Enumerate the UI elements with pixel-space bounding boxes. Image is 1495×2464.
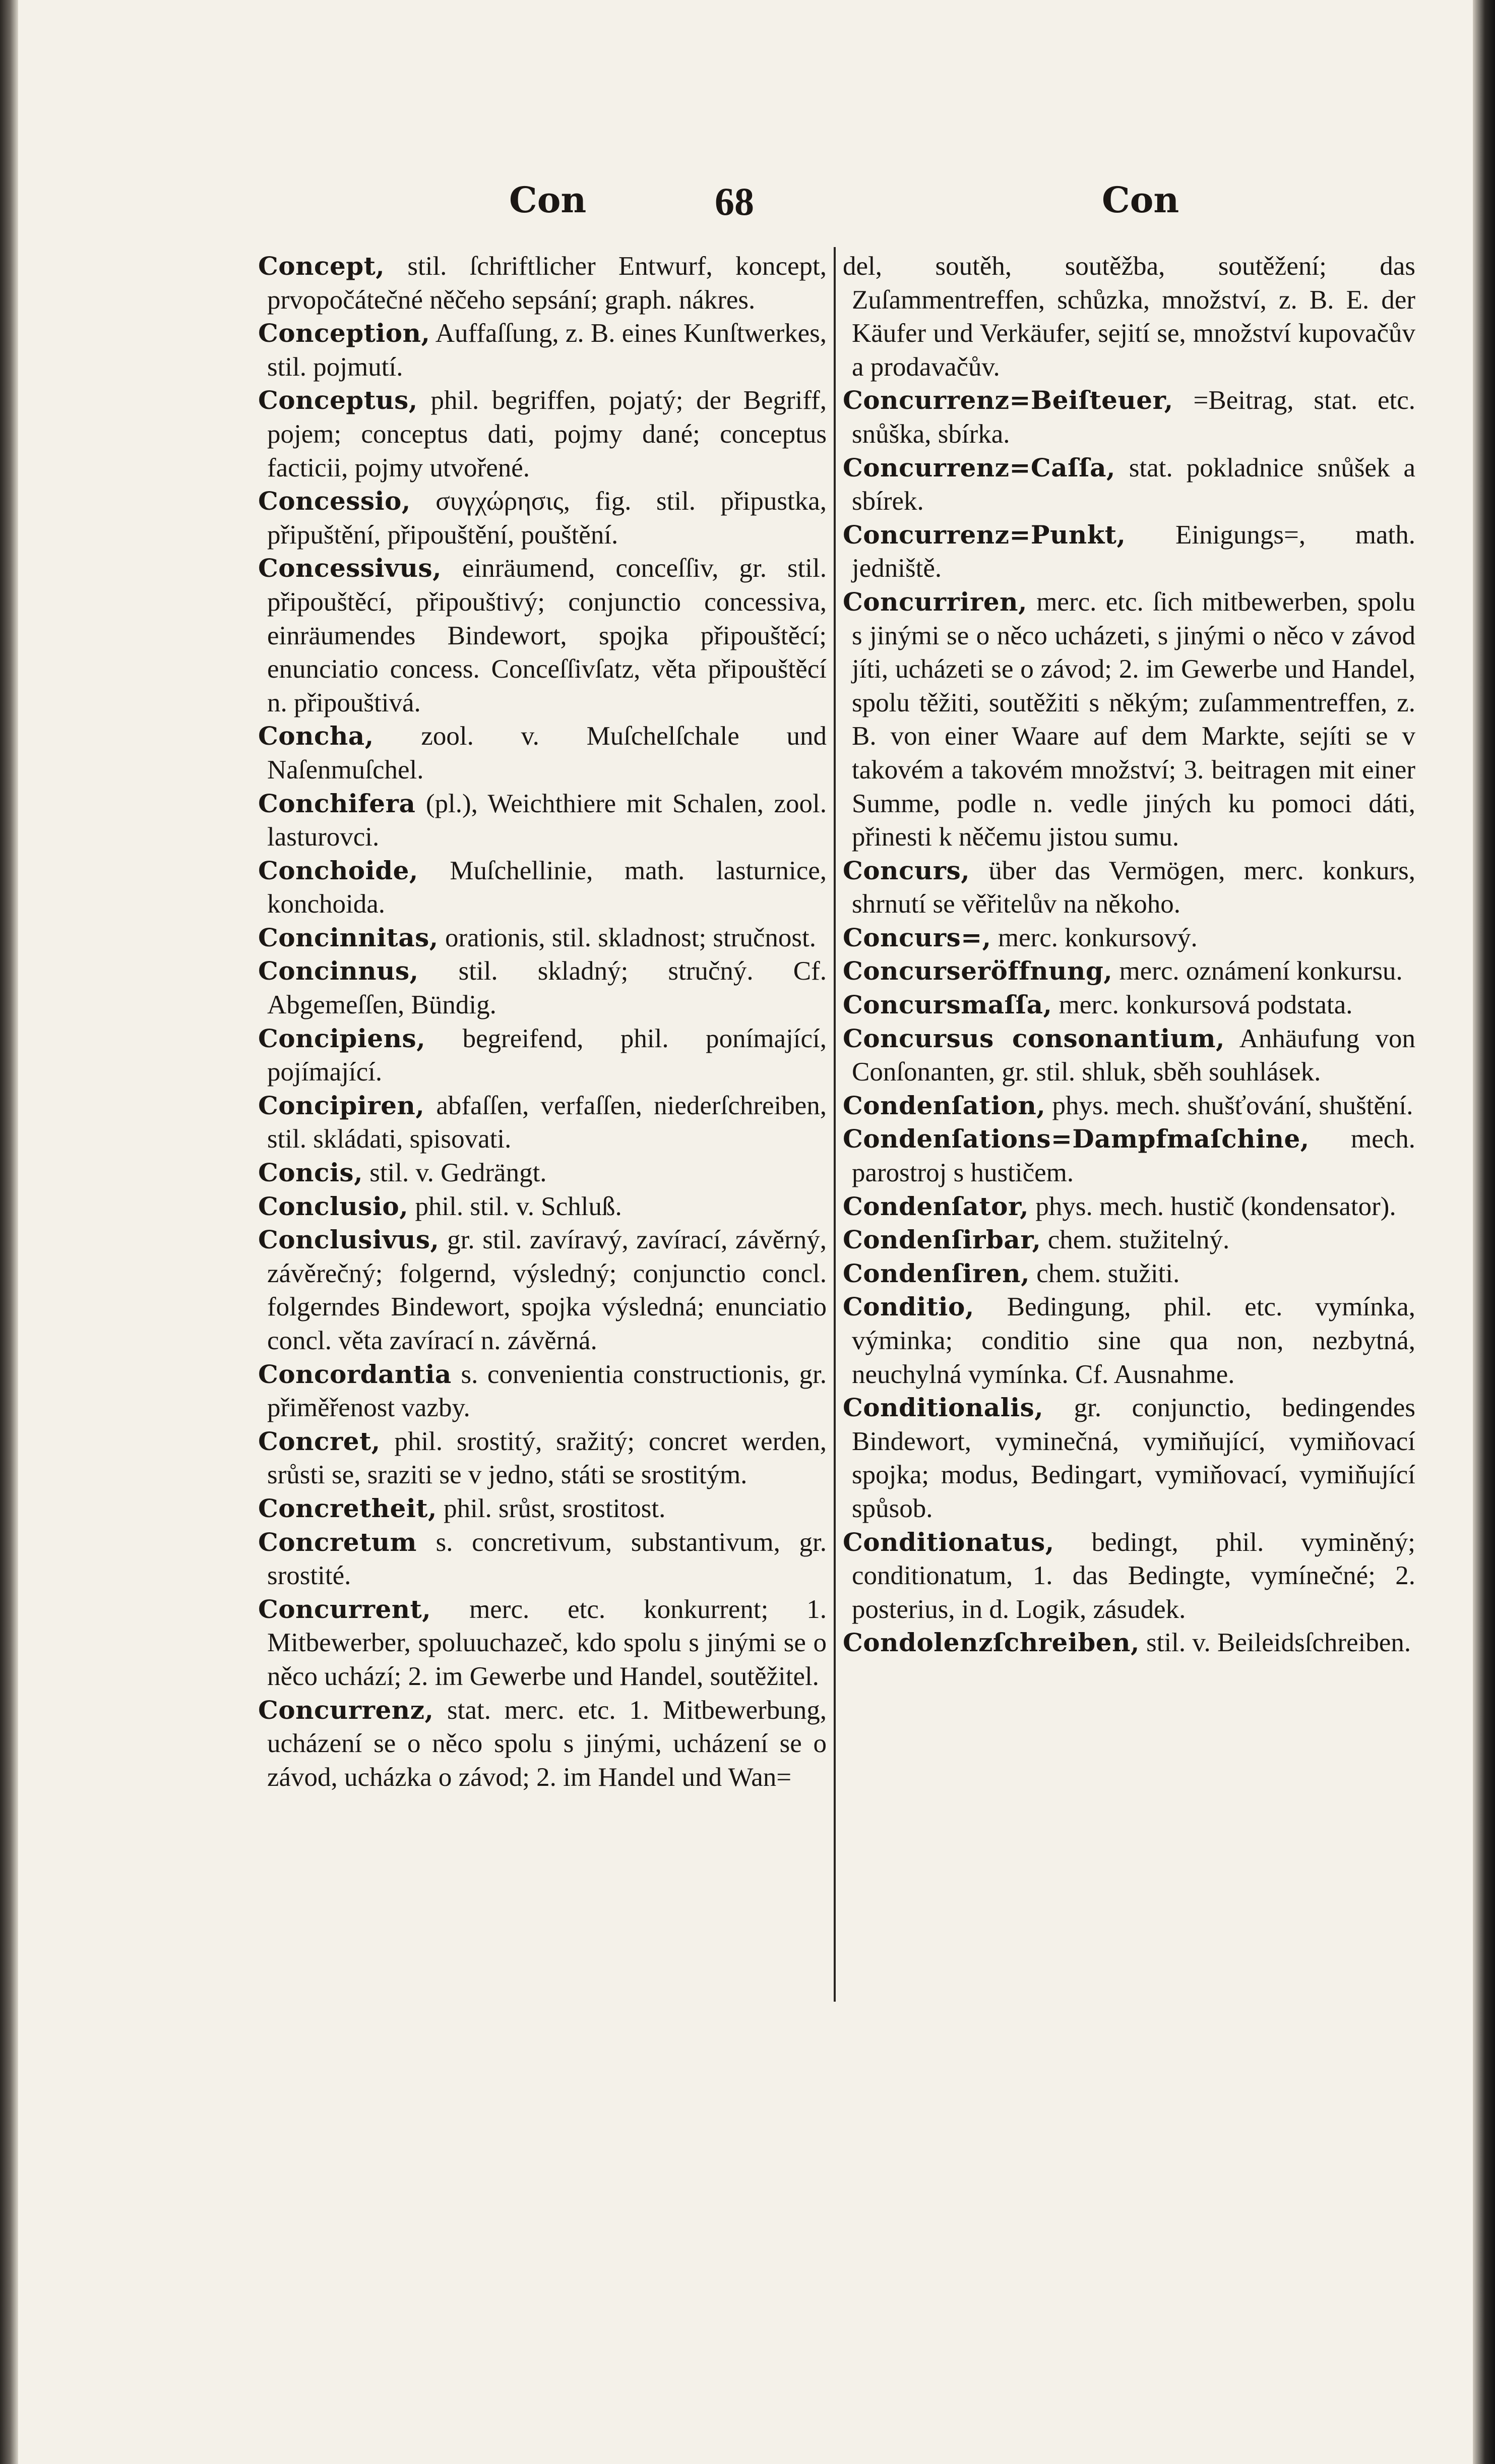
entry-headword: Concessio, bbox=[258, 486, 411, 516]
entry-definition: del, soutěh, soutěžba, soutěžení; das Zuſammentreffen, schůzka, množství, z. B. E. der Käufer und Verkäufer, sejití se, množství kupovačův a prodavačův. bbox=[843, 252, 1415, 382]
dictionary-entry bbox=[843, 1391, 1415, 1525]
dictionary-entry bbox=[843, 1257, 1415, 1291]
entry-definition: mech. parostroj s hustičem. bbox=[852, 1124, 1415, 1188]
dictionary-entry bbox=[258, 1425, 827, 1492]
entry-headword: Concurs, bbox=[843, 855, 970, 885]
dictionary-entry bbox=[843, 1122, 1415, 1189]
entry-headword: Condenſation, bbox=[843, 1090, 1046, 1120]
entry-definition: =Beitrag, stat. etc. snůška, sbírka. bbox=[852, 386, 1416, 449]
entry-headword: Condenſiren, bbox=[843, 1258, 1030, 1288]
entry-definition: merc. konkursová podstata. bbox=[1058, 990, 1353, 1020]
entry-definition: gr. stil. zavíravý, zavírací, závěrný, závěrečný; folgernd, výsledný; conjunctio concl. folgerndes Bindewort, spojka výsledná; enunciatio concl. věta zavírací n. závěrná. bbox=[267, 1225, 827, 1355]
dictionary-entry bbox=[258, 384, 827, 485]
entry-definition: stil. ſchriftlicher Entwurf, koncept, prvopočátečné něčeho sepsání; graph. nákres. bbox=[267, 252, 827, 315]
entry-headword: Concretheit, bbox=[258, 1493, 437, 1523]
dictionary-entry bbox=[258, 719, 827, 787]
entry-headword: Concurrenz=Caſſa, bbox=[843, 452, 1115, 483]
right-guide-word: Con bbox=[1102, 179, 1179, 221]
entry-headword: Conclusivus, bbox=[258, 1225, 440, 1255]
entry-definition: chem. stužitelný. bbox=[1047, 1225, 1230, 1255]
dictionary-entry bbox=[843, 854, 1415, 921]
dictionary-entry bbox=[843, 518, 1415, 585]
entry-headword: Concipiren, bbox=[258, 1090, 425, 1120]
dictionary-entry bbox=[258, 1156, 827, 1190]
entry-definition: Einigungs=, math. jedniště. bbox=[852, 520, 1415, 583]
entry-headword: Conditionatus, bbox=[843, 1527, 1054, 1557]
dictionary-entry bbox=[258, 485, 827, 552]
entry-definition: merc. oznámení konkursu. bbox=[1119, 956, 1403, 986]
entry-headword: Concurrent, bbox=[258, 1594, 431, 1624]
entry-definition: abfaſſen, verfaſſen, niederſchreiben, stil. skládati, spisovati. bbox=[267, 1091, 827, 1154]
entry-definition: phys. mech. shušťování, shuštění. bbox=[1052, 1091, 1413, 1120]
dictionary-entry bbox=[258, 921, 827, 955]
dictionary-entry bbox=[258, 1694, 827, 1794]
entry-headword: Concurrenz=Beiſteuer, bbox=[843, 385, 1173, 415]
dictionary-entry bbox=[843, 250, 1415, 384]
entry-headword: Concret, bbox=[258, 1426, 381, 1456]
page-number: 68 bbox=[715, 179, 754, 223]
entry-definition: bedingt, phil. vyminěný; conditionatum, 1. das Bedingte, vymínečné; 2. posterius, in d. Logik, zásudek. bbox=[852, 1527, 1415, 1624]
entry-headword: Concept, bbox=[258, 251, 385, 281]
dictionary-entry bbox=[843, 451, 1415, 518]
entry-headword: Concessivus, bbox=[258, 553, 442, 583]
dictionary-entry bbox=[843, 585, 1415, 854]
entry-headword: Concipiens, bbox=[258, 1023, 426, 1053]
dictionary-entry bbox=[258, 552, 827, 719]
entry-headword: Condolenzſchreiben, bbox=[843, 1628, 1140, 1658]
entry-headword: Conchifera bbox=[258, 788, 416, 818]
entry-definition: stil. skladný; stručný. Cf. Abgemeſſen, Bündig. bbox=[267, 956, 827, 1020]
dictionary-entry bbox=[258, 317, 827, 384]
dictionary-entry bbox=[258, 787, 827, 854]
book-gutter-shadow bbox=[0, 0, 18, 2464]
dictionary-entry bbox=[843, 1526, 1415, 1627]
dictionary-entry bbox=[843, 1223, 1415, 1257]
entry-definition: stil. v. Gedrängt. bbox=[369, 1158, 547, 1188]
entry-definition: zool. v. Muſchelſchale und Naſenmuſchel. bbox=[267, 722, 827, 785]
entry-definition: merc. konkursový. bbox=[998, 923, 1198, 952]
right-column bbox=[843, 250, 1415, 1660]
entry-headword: Conclusio, bbox=[258, 1191, 409, 1221]
entry-definition: Auffaſſung, z. B. eines Kunſtwerkes, stil. pojmutí. bbox=[267, 319, 827, 382]
entry-definition: s. convenientia constructionis, gr. přiměřenost vazby. bbox=[267, 1359, 827, 1423]
entry-headword: Concurriren, bbox=[843, 586, 1027, 617]
dictionary-entry bbox=[843, 1626, 1415, 1660]
entry-definition: gr. conjunctio, bedingendes Bindewort, vyminečná, vymiňující, vymiňovací spojka; modus, Bedingart, vymiňovací, vymiňující spůsob. bbox=[852, 1393, 1416, 1523]
dictionary-entry bbox=[258, 1492, 827, 1526]
entry-headword: Condenſirbar, bbox=[843, 1225, 1041, 1255]
entry-definition: συγχώρησις, fig. stil. připustka, připuštění, připouštění, pouštění. bbox=[267, 487, 827, 550]
entry-definition: begreifend, phil. ponímající, pojímající. bbox=[267, 1024, 827, 1087]
dictionary-entry bbox=[843, 1022, 1415, 1089]
entry-headword: Concursus consonantium, bbox=[843, 1023, 1225, 1053]
dictionary-entry bbox=[258, 1022, 827, 1089]
dictionary-entry bbox=[258, 1526, 827, 1593]
left-column bbox=[258, 250, 827, 1794]
entry-definition: merc. etc. ſich mitbewerben, spolu s jinými se o něco ucházeti, s jinými o něco v závod jíti, ucházeti se o závod; 2. im Gewerbe und Handel, spolu těžiti, soutěžiti s někým; zuſammentreffen, z. B. von einer Waare auf dem Markte, sejíti se v takovém a takovém množství; 3. beitragen mit einer Summe, podle n. vedle jiných ku pomoci dáti, přinesti k něčemu jistou sumu. bbox=[852, 587, 1416, 852]
left-guide-word: Con bbox=[509, 179, 587, 221]
dictionary-entry bbox=[258, 1593, 827, 1694]
entry-definition: stat. pokladnice snůšek a sbírek. bbox=[852, 453, 1415, 516]
entry-headword: Conditionalis, bbox=[843, 1393, 1044, 1423]
entry-definition: phil. stil. v. Schluß. bbox=[415, 1191, 622, 1221]
entry-headword: Concretum bbox=[258, 1527, 417, 1557]
column-divider bbox=[834, 247, 836, 2002]
dictionary-entry bbox=[843, 988, 1415, 1022]
dictionary-entry bbox=[843, 921, 1415, 955]
dictionary-entry bbox=[843, 384, 1415, 451]
entry-headword: Conception, bbox=[258, 318, 430, 348]
entry-definition: stil. v. Beileidsſchreiben. bbox=[1146, 1628, 1411, 1658]
dictionary-entry bbox=[258, 854, 827, 921]
entry-definition: phys. mech. hustič (kondensator). bbox=[1035, 1191, 1396, 1221]
dictionary-entry bbox=[843, 954, 1415, 988]
entry-headword: Concurrenz=Punkt, bbox=[843, 519, 1126, 550]
entry-definition: phil. srůst, srostitost. bbox=[444, 1493, 666, 1523]
entry-headword: Conceptus, bbox=[258, 385, 418, 415]
entry-definition: merc. etc. konkurrent; 1. Mitbewerber, spoluuchazeč, kdo spolu s jinými se o něco uchází; 2. im Gewerbe und Handel, soutěžitel. bbox=[267, 1594, 827, 1691]
dictionary-entry bbox=[258, 1223, 827, 1357]
entry-headword: Condenſator, bbox=[843, 1191, 1029, 1221]
entry-definition: (pl.), Weichthiere mit Schalen, zool. lasturovci. bbox=[267, 789, 827, 852]
entry-headword: Concurrenz, bbox=[258, 1695, 434, 1725]
entry-headword: Concha, bbox=[258, 721, 374, 751]
entry-headword: Concurs=, bbox=[843, 922, 991, 952]
dictionary-entry bbox=[258, 1190, 827, 1224]
entry-definition: phil. srostitý, sražitý; concret werden, srůsti se, sraziti se v jedno, státi se srostitým. bbox=[267, 1426, 827, 1490]
entry-definition: Anhäufung von Conſonanten, gr. stil. shluk, sběh souhlásek. bbox=[852, 1024, 1416, 1087]
entry-headword: Concinnus, bbox=[258, 956, 419, 986]
entry-definition: chem. stužiti. bbox=[1036, 1258, 1180, 1288]
entry-definition: s. concretivum, substantivum, gr. srostité. bbox=[267, 1527, 827, 1591]
entry-headword: Concis, bbox=[258, 1158, 363, 1188]
entry-definition: orationis, stil. skladnost; stručnost. bbox=[445, 923, 817, 952]
entry-headword: Concurseröffnung, bbox=[843, 956, 1113, 986]
dictionary-entry bbox=[258, 250, 827, 317]
page-edge-shadow bbox=[1473, 0, 1495, 2464]
dictionary-entry bbox=[258, 1358, 827, 1425]
entry-headword: Conchoide, bbox=[258, 855, 418, 885]
dictionary-entry bbox=[843, 1089, 1415, 1123]
dictionary-entry bbox=[258, 954, 827, 1021]
dictionary-entry bbox=[258, 1089, 827, 1156]
entry-headword: Condenſations=Dampfmaſchine, bbox=[843, 1124, 1310, 1154]
entry-headword: Concursmaſſa, bbox=[843, 990, 1052, 1020]
dictionary-entry bbox=[843, 1290, 1415, 1391]
running-header bbox=[0, 179, 1495, 234]
entry-definition: Bedingung, phil. etc. vymínka, výminka; conditio sine qua non, nezbytná, neuchylná vymínka. Cf. Ausnahme. bbox=[852, 1292, 1416, 1389]
entry-definition: über das Vermögen, merc. konkurs, shrnutí se věřitelův na někoho. bbox=[852, 856, 1416, 919]
entry-definition: phil. begriffen, pojatý; der Begriff, pojem; conceptus dati, pojmy dané; conceptus facticii, pojmy utvořené. bbox=[267, 386, 827, 483]
entry-headword: Conditio, bbox=[843, 1292, 974, 1322]
entry-definition: Muſchellinie, math. lasturnice, konchoida. bbox=[267, 856, 827, 919]
dictionary-entry bbox=[843, 1190, 1415, 1224]
entry-headword: Concordantia bbox=[258, 1359, 452, 1389]
entry-definition: stat. merc. etc. 1. Mitbewerbung, ucházení se o něco spolu s jinými, ucházení se o závod, ucházka o závod; 2. im Handel und Wan= bbox=[267, 1695, 827, 1792]
entry-definition: einräumend, conceſſiv, gr. stil. připouštěcí, připouštivý; conjunctio concessiva, einräumendes Bindewort, spojka připouštěcí; enunciatio concess. Conceſſivſatz, věta připouštěcí n. připouštivá. bbox=[267, 554, 827, 717]
entry-headword: Concinnitas, bbox=[258, 922, 439, 952]
